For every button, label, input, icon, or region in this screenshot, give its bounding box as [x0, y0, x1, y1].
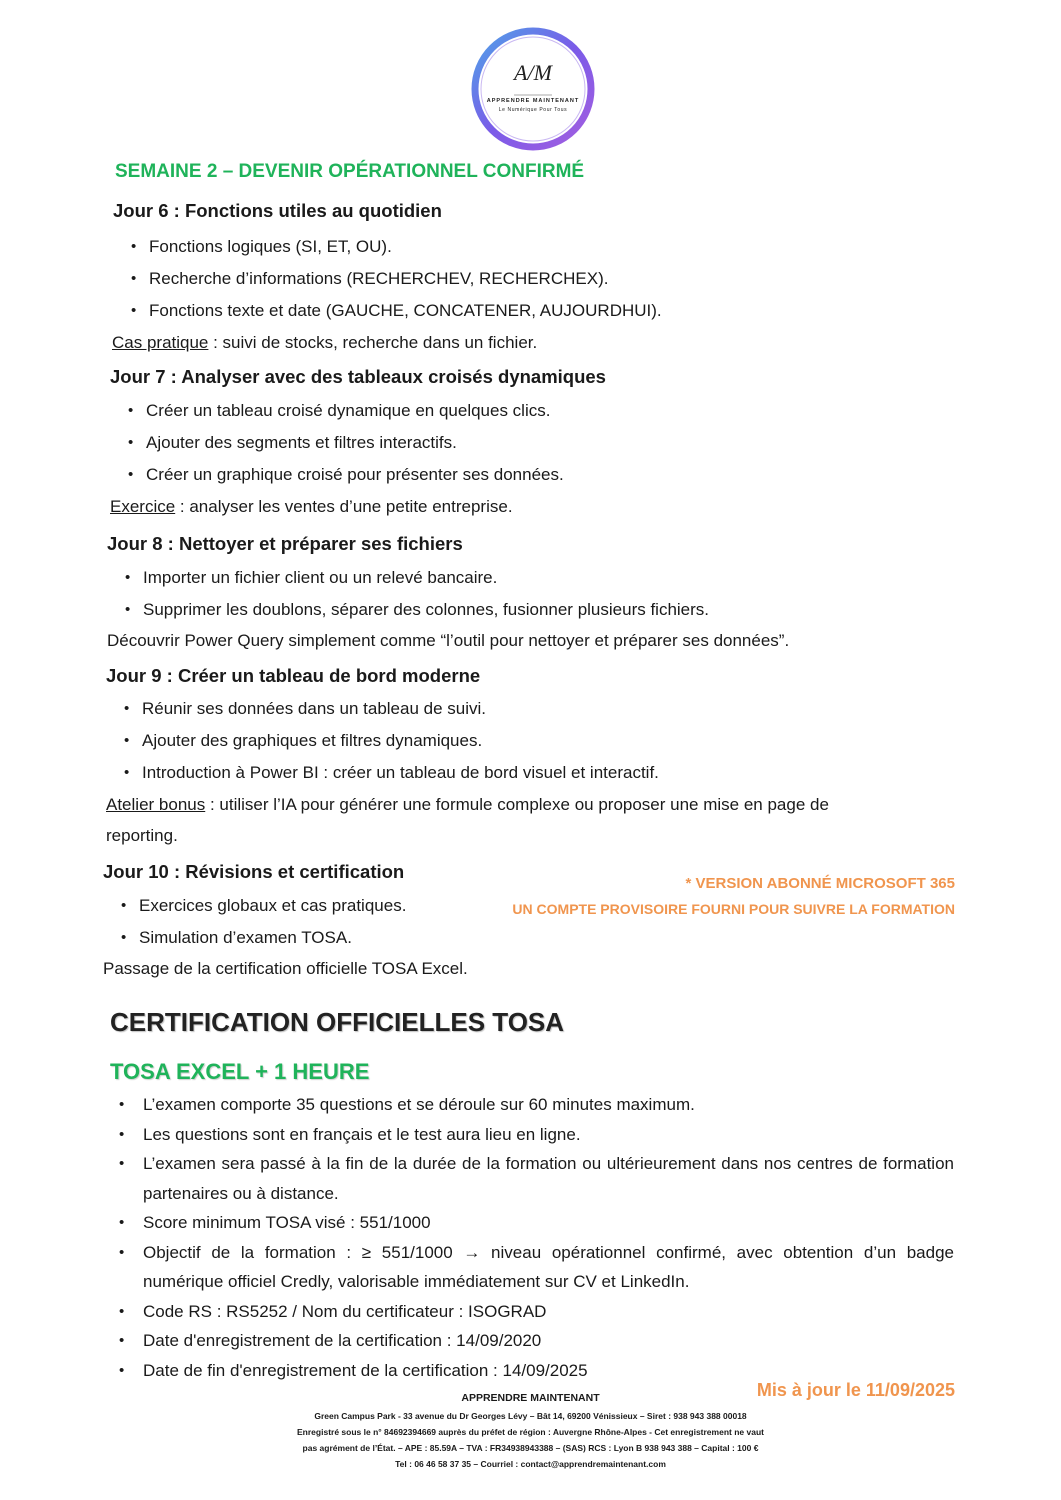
day7-note-text: : analyser les ventes d’une petite entreprise. [175, 497, 513, 516]
footer-company: APPRENDRE MAINTENANT [461, 1392, 600, 1404]
footer-address: Green Campus Park - 33 avenue du Dr Georges Lévy – Bât 14, 69200 Vénissieux – Siret : 938 943 388 00018 [314, 1411, 747, 1421]
day7-title: Jour 7 : Analyser avec des tableaux croisés dynamiques [110, 366, 606, 387]
day9-title: Jour 9 : Créer un tableau de bord moderne [106, 665, 481, 686]
subscription-note-line2: UN COMPTE PROVISOIRE FOURNI POUR SUIVRE LA FORMATION [512, 901, 955, 917]
list-item: • Créer un tableau croisé dynamique en quelques clics. [146, 395, 564, 427]
certification-subtitle: TOSA EXCEL + 1 HEURE [110, 1059, 370, 1084]
day9-note-label: Atelier bonus [106, 795, 206, 814]
list-item: • Simulation d’examen TOSA. [139, 922, 406, 954]
day8-title: Jour 8 : Nettoyer et préparer ses fichiers [107, 533, 463, 554]
logo-text [470, 26, 596, 152]
day10-title: Jour 10 : Révisions et certification [103, 861, 405, 882]
list-item: • L’examen sera passé à la fin de la durée de la formation ou ultérieurement dans nos centres de formation partenaires ou à distance. [143, 1149, 954, 1208]
list-item: • Score minimum TOSA visé : 551/1000 [143, 1208, 954, 1238]
subscription-note-line1: * VERSION ABONNÉ MICROSOFT 365 [685, 875, 955, 892]
list-item: • Introduction à Power BI : créer un tableau de bord visuel et interactif. [142, 757, 659, 789]
logo-monogram: A/M [514, 60, 552, 85]
logo-name: APPRENDRE MAINTENANT [486, 98, 580, 104]
list-item: • Importer un fichier client ou un relevé bancaire. [143, 562, 709, 594]
day9-note [106, 795, 829, 815]
footer [0, 1392, 1061, 1472]
footer-contact: Tel : 06 46 58 37 35 – Courriel : contact@apprendremaintenant.com [395, 1459, 666, 1469]
list-item: • Date de fin d'enregistrement de la certification : 14/09/2025 [143, 1356, 954, 1386]
list-item: • Recherche d’informations (RECHERCHEV, RECHERCHEX). [149, 263, 662, 295]
day10-list [119, 890, 406, 954]
list-item: • Code RS : RS5252 / Nom du certificateur : ISOGRAD [143, 1297, 954, 1327]
day9-note-cont: reporting. [106, 826, 178, 845]
week-title: SEMAINE 2 – DEVENIR OPÉRATIONNEL CONFIRMÉ [115, 161, 585, 182]
logo-tagline: Le Numérique Pour Tous [498, 107, 568, 113]
list-item: • Fonctions logiques (SI, ET, OU). [149, 231, 662, 263]
list-item: • Réunir ses données dans un tableau de suivi. [142, 693, 659, 725]
certification-list [143, 1090, 954, 1385]
day6-note-label: Cas pratique [112, 333, 209, 352]
list-item: • Objectif de la formation : ≥ 551/1000 → niveau opérationnel confirmé, avec obtention d’un badge numérique officiel Credly, valorisable immédiatement sur CV et LinkedIn. [143, 1238, 954, 1297]
day6-note [112, 333, 537, 353]
certification-title: CERTIFICATION OFFICIELLES TOSA [110, 1007, 565, 1037]
list-item: • Fonctions texte et date (GAUCHE, CONCATENER, AUJOURDHUI). [149, 295, 662, 327]
day6-title: Jour 6 : Fonctions utiles au quotidien [113, 200, 442, 221]
list-item: • Ajouter des segments et filtres interactifs. [146, 427, 564, 459]
day6-note-text: : suivi de stocks, recherche dans un fichier. [208, 333, 538, 352]
day7-list [126, 395, 564, 491]
list-item: • L’examen comporte 35 questions et se déroule sur 60 minutes maximum. [143, 1090, 954, 1120]
update-date: Mis à jour le 11/09/2025 [756, 1380, 955, 1400]
day6-list [129, 231, 662, 327]
footer-legal: pas agrément de l’État. – APE : 85.59A – TVA : FR34938943388 – (SAS) RCS : Lyon B 938 943 388 – Capital : 100 € [302, 1443, 759, 1453]
footer-registration: Enregistré sous le n° 84692394669 auprès du préfet de région : Auvergne Rhône-Alpes - Cet enregistrement ne vaut [297, 1427, 764, 1437]
list-item: • Supprimer les doublons, séparer des colonnes, fusionner plusieurs fichiers. [143, 594, 709, 626]
day10-note: Passage de la certification officielle TOSA Excel. [103, 959, 468, 978]
list-item: • Les questions sont en français et le test aura lieu en ligne. [143, 1120, 954, 1150]
day9-list [122, 693, 659, 789]
list-item: • Créer un graphique croisé pour présenter ses données. [146, 459, 564, 491]
day8-note: Découvrir Power Query simplement comme “l’outil pour nettoyer et préparer ses données”. [107, 631, 790, 650]
list-item: • Date d'enregistrement de la certification : 14/09/2020 [143, 1326, 954, 1356]
day7-note-label: Exercice [110, 497, 176, 516]
day9-note-text: : utiliser l’IA pour générer une formule complexe ou proposer une mise en page de [205, 795, 829, 814]
list-item: • Exercices globaux et cas pratiques. [139, 890, 406, 922]
day8-list [123, 562, 709, 626]
day7-note [110, 497, 513, 517]
list-item: • Ajouter des graphiques et filtres dynamiques. [142, 725, 659, 757]
